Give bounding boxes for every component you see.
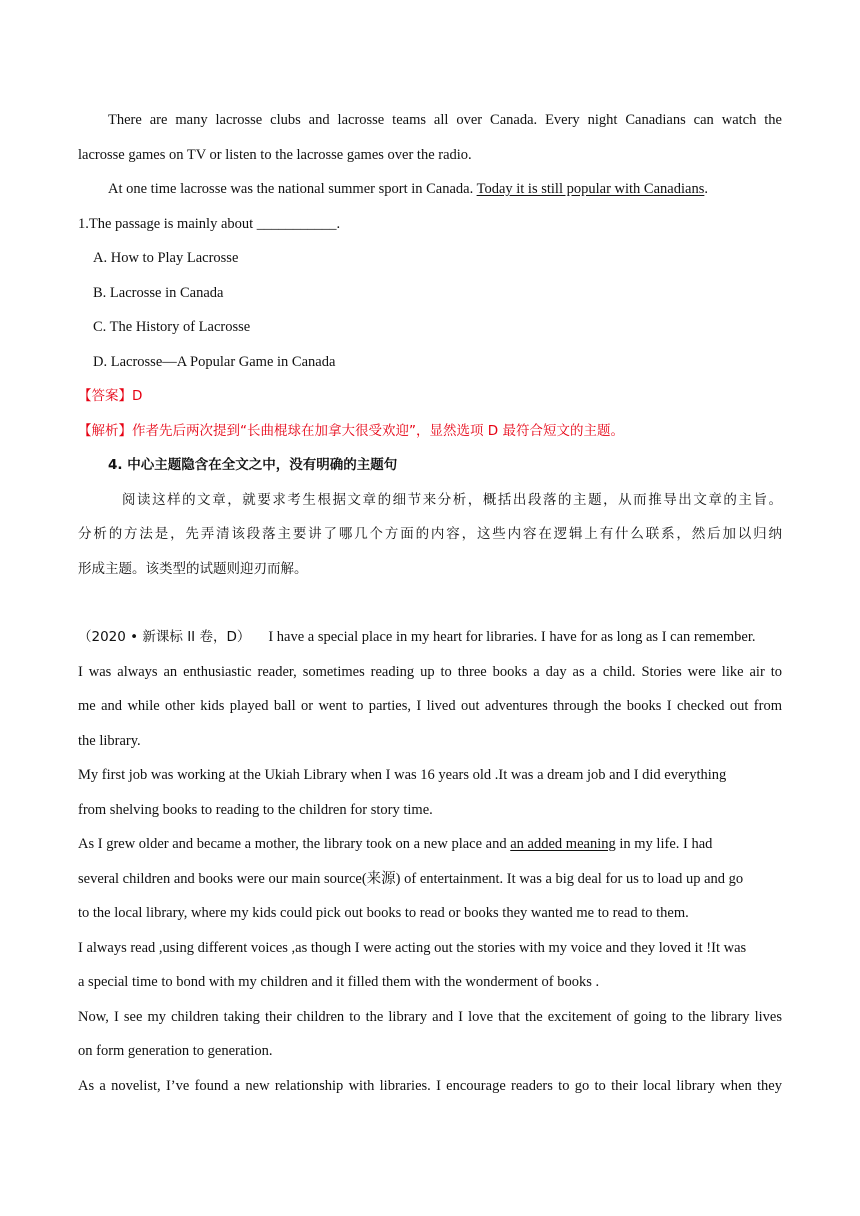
passage1-para1-line2: lacrosse games on TV or listen to the lacrosse games over the radio. — [78, 147, 472, 163]
passage1-para2-text: At one time lacrosse was the national summer sport in Canada. — [108, 181, 477, 197]
passage2-line2: I was always an enthusiastic reader, sometimes reading up to three books a day as a child. Stories were like air to — [78, 664, 782, 680]
passage2-line5: My first job was working at the Ukiah Library when I was 16 years old .It was a dream job and I did everything — [78, 767, 727, 783]
underlined-phrase: an added meaning — [510, 836, 616, 852]
option-c: C. The History of Lacrosse — [93, 319, 251, 335]
passage2-source: （2020 • 新课标 II 卷，D） — [78, 629, 251, 645]
passage2-line7-end: in my life. I had — [615, 836, 713, 852]
option-d: D. Lacrosse—A Popular Game in Canada — [93, 354, 336, 370]
section-body-line3: 形成主题。该类型的试题则迎刃而解。 — [78, 561, 308, 577]
passage2-line9: to the local library, where my kids could pick out books to read or books they wanted me to read to them. — [78, 905, 689, 921]
passage1-para2 — [108, 179, 708, 199]
underlined-sentence: Today it is still popular with Canadians — [476, 181, 705, 197]
passage2-line10: I always read ,using different voices ,as though I were acting out the stories with my voice and they loved it !It was — [78, 940, 747, 956]
section-body-line2: 分析的方法是，先弄清该段落主要讲了哪几个方面的内容，这些内容在逻辑上有什么联系，然后加以归纳 — [78, 526, 782, 542]
question-stem: 1.The passage is mainly about ___________. — [78, 216, 341, 232]
answer-label: 【答案】D — [78, 388, 143, 404]
analysis-text: 【解析】作者先后两次提到“长曲棍球在加拿大很受欢迎”，显然选项 D 最符合短文的主题。 — [78, 423, 624, 439]
passage2-line11: a special time to bond with my children and it filled them with the wonderment of books . — [78, 974, 600, 990]
passage1-para2-end: . — [704, 181, 708, 197]
passage2-line7-text: As I grew older and became a mother, the library took on a new place and — [78, 836, 511, 852]
passage2-line12: Now, I see my children taking their children to the library and I love that the excitement of going to the library lives — [78, 1009, 782, 1025]
passage2-line4: the library. — [78, 733, 141, 749]
passage2-line1-text: I have a special place in my heart for libraries. I have for as long as I can remember. — [268, 629, 756, 645]
passage2-line1 — [78, 627, 756, 647]
option-b: B. Lacrosse in Canada — [93, 285, 224, 301]
section-heading: 4. 中心主题隐含在全文之中，没有明确的主题句 — [108, 457, 398, 473]
passage2-line8: several children and books were our main source(来源) of entertainment. It was a big deal for us to load up and go — [78, 871, 744, 887]
section-body-line1: 阅读这样的文章，就要求考生根据文章的细节来分析，概括出段落的主题，从而推导出文章的主旨。 — [122, 492, 782, 508]
option-a: A. How to Play Lacrosse — [93, 250, 239, 266]
passage2-line7 — [78, 834, 712, 854]
passage2-line3: me and while other kids played ball or went to parties, I lived out adventures through the books I checked out from — [78, 698, 782, 714]
passage2-line6: from shelving books to reading to the children for story time. — [78, 802, 433, 818]
passage2-line13: on form generation to generation. — [78, 1043, 273, 1059]
passage2-line14: As a novelist, I’ve found a new relationship with libraries. I encourage readers to go to their local library when they — [78, 1078, 782, 1094]
passage1-para1-line1: There are many lacrosse clubs and lacrosse teams all over Canada. Every night Canadians can watch the — [108, 112, 782, 128]
